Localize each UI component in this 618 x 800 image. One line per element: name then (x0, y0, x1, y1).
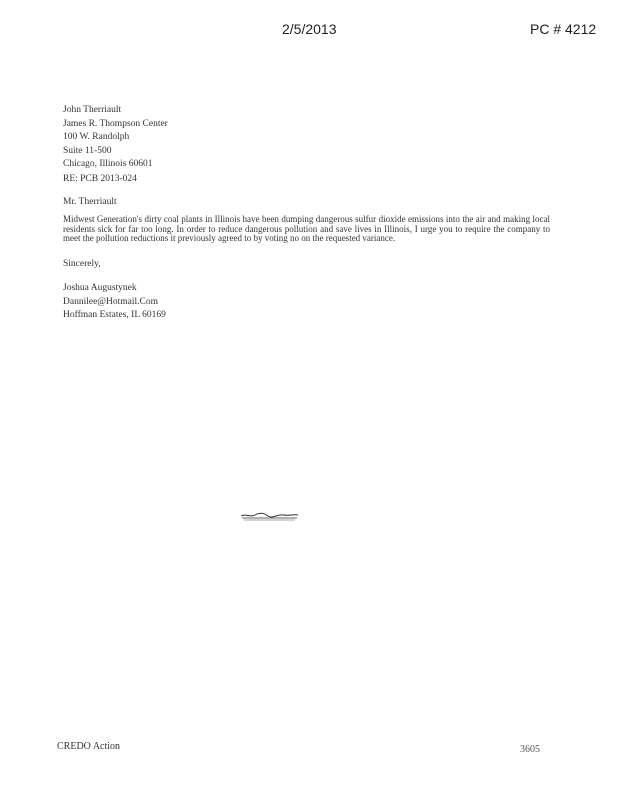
recipient-street: 100 W. Randolph (63, 132, 130, 142)
header-pc-number: PC # 4212 (530, 21, 597, 37)
recipient-address-block (63, 104, 168, 172)
recipient-city: Chicago, Illinois 60601 (63, 159, 153, 169)
recipient-building: James R. Thompson Center (63, 118, 168, 129)
letter-body: Midwest Generation's dirty coal plants in Illinois have been dumping dangerous sulfur dioxide emissions into the air and making local residents sick for far too long. In order to reduce dangerous pollution and save lives in Illinois, I urge you to require the company to meet the pollution reductions it previously agreed to by voting no on the requested variance. (63, 214, 550, 244)
footer-organization: CREDO Action (57, 741, 121, 752)
closing: Sincerely, (63, 259, 101, 269)
signature-block (63, 282, 166, 323)
recipient-name: John Therriault (63, 105, 122, 115)
recipient-suite: Suite 11-500 (63, 145, 112, 156)
salutation: Mr. Therriault (63, 197, 117, 207)
signer-name: Joshua Augustynek (63, 283, 137, 293)
footer-page-number: 3605 (520, 744, 540, 755)
handwritten-mark (240, 510, 300, 522)
signer-city: Hoffman Estates, IL 60169 (63, 310, 166, 320)
reference-line: RE: PCB 2013-024 (63, 174, 137, 184)
header-date: 2/5/2013 (282, 21, 337, 37)
signer-email: Dannilee@Hotmail.Com (63, 296, 159, 307)
